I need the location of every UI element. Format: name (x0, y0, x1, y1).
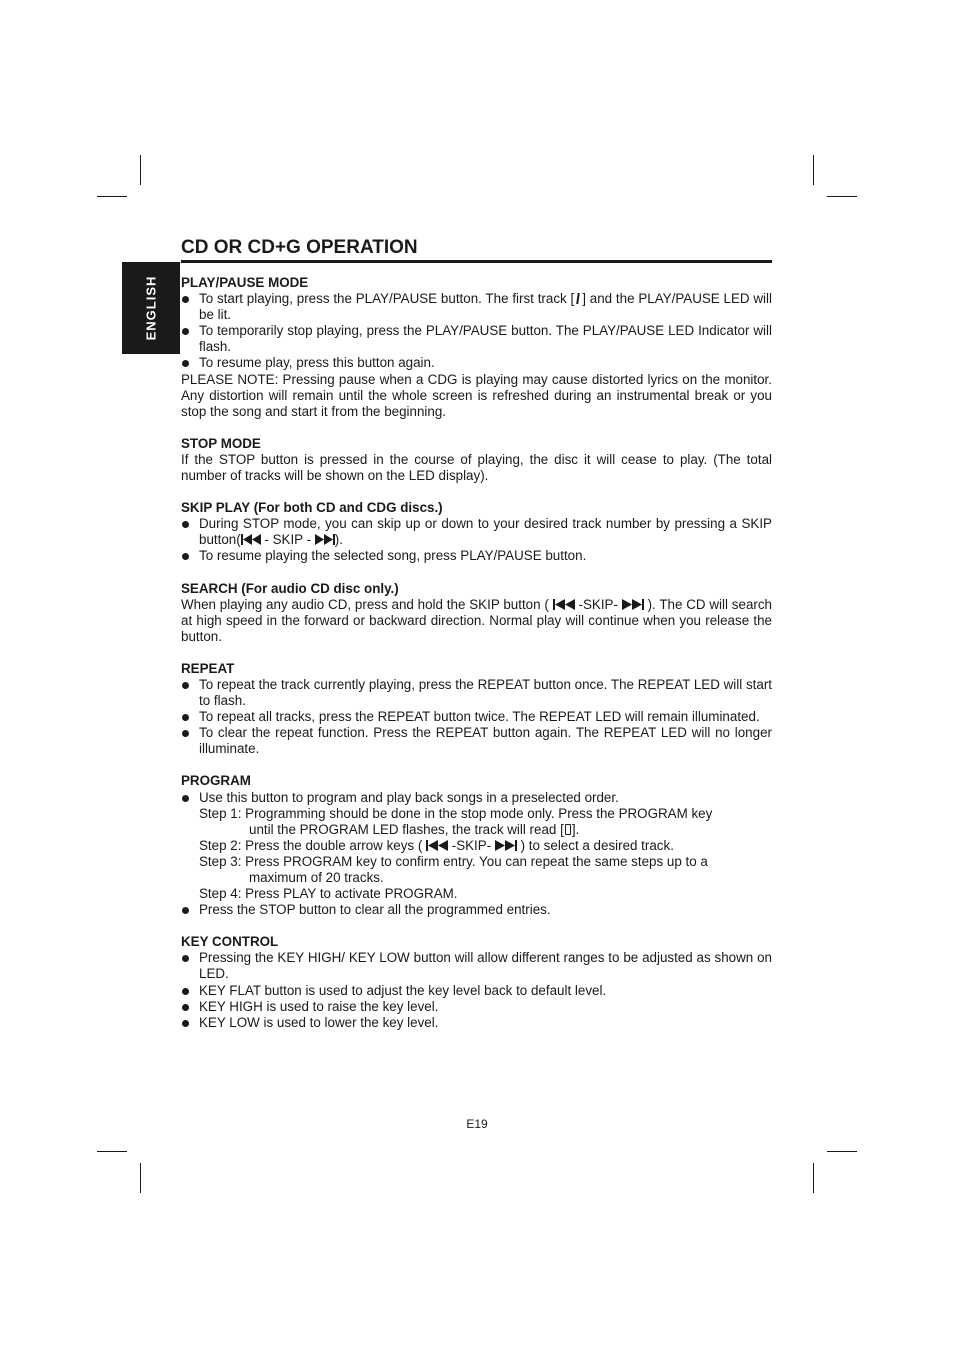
list-item: To resume playing the selected song, press PLAY/PAUSE button. (181, 548, 772, 564)
list-item: To clear the repeat function. Press the REPEAT button again. The REPEAT LED will no longer illuminate. (181, 725, 772, 757)
list-item: To start playing, press the PLAY/PAUSE button. The first track [ ] and the PLAY/PAUSE LED will be lit. (181, 291, 772, 323)
led-digit-zero-icon (565, 824, 571, 835)
paragraph: When playing any audio CD, press and hold the SKIP button ( -SKIP- ). The CD will search at high speed in the forward or backward direction. Normal play will continue when you release the button. (181, 596, 772, 644)
section-heading: SKIP PLAY (For both CD and CDG discs.) (181, 500, 443, 516)
section-key-control (181, 934, 772, 1031)
section-heading: KEY CONTROL (181, 934, 279, 950)
crop-mark (97, 1151, 127, 1152)
step-line: Step 1: Programming should be done in the stop mode only. Press the PROGRAM key (199, 805, 713, 821)
list-item: To temporarily stop playing, press the PLAY/PAUSE button. The PLAY/PAUSE LED Indicator will flash. (181, 323, 772, 355)
crop-mark (97, 196, 127, 197)
crop-mark (827, 196, 857, 197)
language-tab (122, 262, 180, 354)
paragraph: If the STOP button is pressed in the course of playing, the disc it will cease to play. (The total number of tracks will be shown on the LED display). (181, 451, 772, 484)
list-item: KEY FLAT button is used to adjust the key level back to default level. (181, 983, 772, 999)
page-number: E19 (466, 1117, 488, 1131)
step-line: until the PROGRAM LED flashes, the track will read [ ]. (249, 821, 580, 837)
section-program (181, 773, 772, 918)
section-heading: SEARCH (For audio CD disc only.) (181, 580, 399, 596)
section-search (181, 581, 772, 645)
list-item: Use this button to program and play back songs in a preselected order. (181, 790, 772, 806)
crop-mark (813, 155, 814, 185)
skip-forward-icon (315, 534, 335, 545)
crop-mark (827, 1151, 857, 1152)
page-content (181, 237, 772, 1047)
skip-back-icon (553, 599, 575, 610)
list-item: To resume play, press this button again. (181, 355, 772, 371)
list-item: To repeat all tracks, press the REPEAT button twice. The REPEAT LED will remain illuminated. (181, 709, 772, 725)
list-item: KEY HIGH is used to raise the key level. (181, 999, 772, 1015)
section-play-pause (181, 275, 772, 420)
section-skip (181, 500, 772, 564)
section-heading: REPEAT (181, 660, 235, 676)
skip-forward-icon (495, 840, 517, 851)
section-repeat (181, 661, 772, 758)
led-digit-one-icon (576, 293, 580, 304)
step-line: Step 4: Press PLAY to activate PROGRAM. (199, 886, 458, 902)
section-stop (181, 436, 772, 484)
skip-back-icon (241, 534, 261, 545)
crop-mark (140, 1163, 141, 1193)
crop-mark (813, 1163, 814, 1193)
section-heading: PROGRAM (181, 773, 251, 789)
section-heading: STOP MODE (181, 435, 261, 451)
list-item: During STOP mode, you can skip up or down to your desired track number by pressing a SKIP button( - SKIP - ). (181, 516, 772, 548)
list-item: To repeat the track currently playing, press the REPEAT button once. The REPEAT LED will start to flash. (181, 677, 772, 709)
list-item: KEY LOW is used to lower the key level. (181, 1015, 772, 1031)
section-heading: PLAY/PAUSE MODE (181, 275, 309, 290)
note-paragraph: PLEASE NOTE: Pressing pause when a CDG is playing may cause distorted lyrics on the monitor. Any distortion will remain until the whole screen is refreshed during an instrumental break or you stop the song and start it from the beginning. (181, 371, 772, 419)
crop-mark (140, 155, 141, 185)
step-line: Step 3: Press PROGRAM key to confirm entry. You can repeat the same steps up to a (199, 853, 708, 869)
page-title: CD OR CD+G OPERATION (181, 237, 772, 263)
step-line: Step 2: Press the double arrow keys ( -SKIP- ) to select a desired track. (199, 837, 674, 853)
skip-forward-icon (622, 599, 644, 610)
list-item: Press the STOP button to clear all the programmed entries. (181, 902, 772, 918)
list-item: Pressing the KEY HIGH/ KEY LOW button will allow different ranges to be adjusted as shown on LED. (181, 950, 772, 982)
skip-back-icon (426, 840, 448, 851)
language-tab-label: ENGLISH (143, 275, 159, 341)
step-line: maximum of 20 tracks. (249, 870, 384, 885)
